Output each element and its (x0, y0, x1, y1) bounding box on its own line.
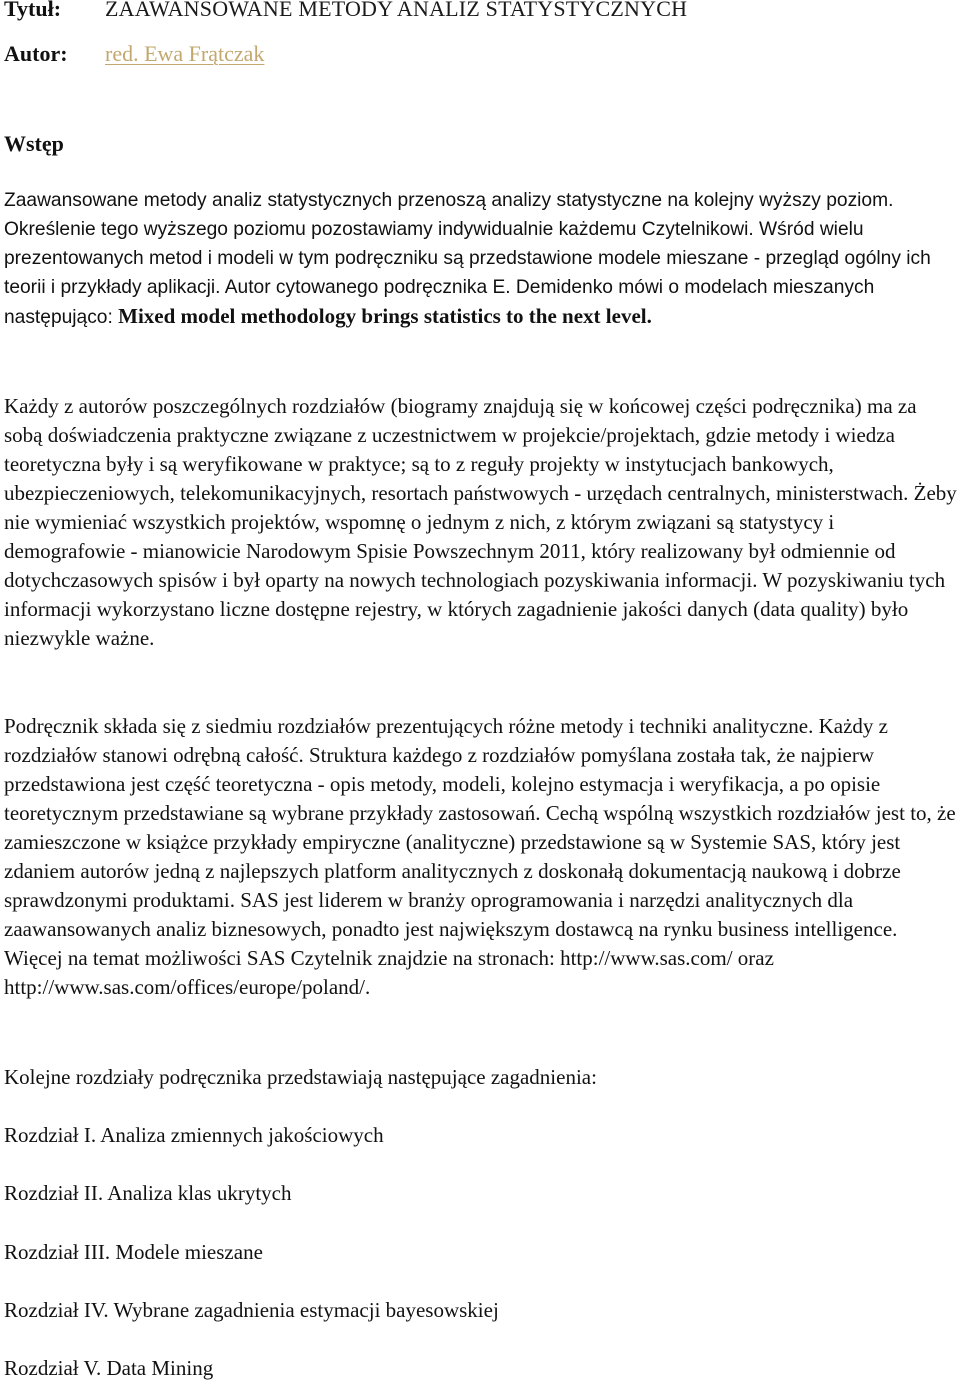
title-row (4, 0, 687, 22)
paragraph-intro-text: Zaawansowane metody analiz statystycznych przenoszą analizy statystyczne na kolejny wyższy poziom. Określenie tego wyższego poziomu pozostawiamy indywidualnie każdemu Czytelnikowi. Wśród wielu prezentowanych metod i modeli w tym podręczniku są przedstawione modele mieszane - przegląd ogólny ich teorii i przykłady aplikacji. Autor cytowanego podręcznika E. Demidenko mówi o modelach mieszanych następująco: (4, 190, 931, 328)
author-label: Autor: (4, 41, 68, 66)
section-heading-wstep: Wstęp (4, 131, 64, 156)
book-title: ZAAWANSOWANE METODY ANALIZ STATYSTYCZNYCH (105, 0, 688, 21)
mixed-model-quote: Mixed model methodology brings statistics to the next level. (118, 304, 652, 328)
paragraph-intro (4, 186, 958, 332)
chapter-item-1: Rozdział I. Analiza zmiennych jakościowych (4, 1123, 384, 1147)
chapter-item-4: Rozdział IV. Wybrane zagadnienia estymacji bayesowskiej (4, 1298, 499, 1322)
chapter-item-2: Rozdział II. Analiza klas ukrytych (4, 1181, 292, 1205)
paragraph-structure: Podręcznik składa się z siedmiu rozdziałów prezentujących różne metody i techniki analityczne. Każdy z rozdziałów stanowi odrębną całość. Struktura każdego z rozdziałów pomyślana została tak, że najpierw przedstawiona jest część teoretyczna - opis metody, modeli, kolejno estymacja i weryfikacja, a po opisie teoretycznym przedstawiane są wybrane przykłady zastosowań. Cechą wspólną wszystkich rozdziałów jest to, że zamieszczone w książce przykłady empiryczne (analityczne) przedstawione są w Systemie SAS, który jest zdaniem autorów jedną z najlepszych platform analitycznych z doskonałą dokumentacją naukową i dobrze sprawdzonymi produktami. SAS jest liderem w branży oprogramowania i narzędzi analitycznych dla zaawansowanych analiz biznesowych, ponadto jest największym dostawcą na rynku business intelligence. Więcej na temat możliwości SAS Czytelnik znajdzie na stronach: http://www.sas.com/ oraz http://www.sas.com/offices/europe/poland/. (4, 714, 956, 999)
paragraph-authors: Każdy z autorów poszczególnych rozdziałów (biogramy znajdują się w końcowej części podręcznika) ma za sobą doświadczenia praktyczne związane z uczestnictwem w projekcie/projektach, gdzie metody i wiedza teoretyczna były i są weryfikowane w praktyce; są to z reguły projekty w instytucjach bankowych, ubezpieczeniowych, telekomunikacyjnych, resortach państwowych - urzędach centralnych, ministerstwach. Żeby nie wymieniać wszystkich projektów, wspomnę o jednym z nich, z którym związani są statystycy i demografowie - mianowicie Narodowym Spisie Powszechnym 2011, który realizowany był odmiennie od dotychczasowych spisów i był oparty na nowych technologiach pozyskiwania informacji. W pozyskiwaniu tych informacji wykorzystano liczne dostępne rejestry, w których zagadnienie jakości danych (data quality) było niezwykle ważne. (4, 394, 957, 650)
chapter-item-5: Rozdział V. Data Mining (4, 1356, 214, 1380)
chapter-item-3: Rozdział III. Modele mieszane (4, 1240, 263, 1264)
paragraph-chapters-intro: Kolejne rozdziały podręcznika przedstawiają następujące zagadnienia: (4, 1065, 597, 1089)
author-link[interactable]: red. Ewa Frątczak (105, 41, 265, 66)
title-label: Tytuł: (4, 0, 62, 21)
author-row (4, 41, 264, 67)
